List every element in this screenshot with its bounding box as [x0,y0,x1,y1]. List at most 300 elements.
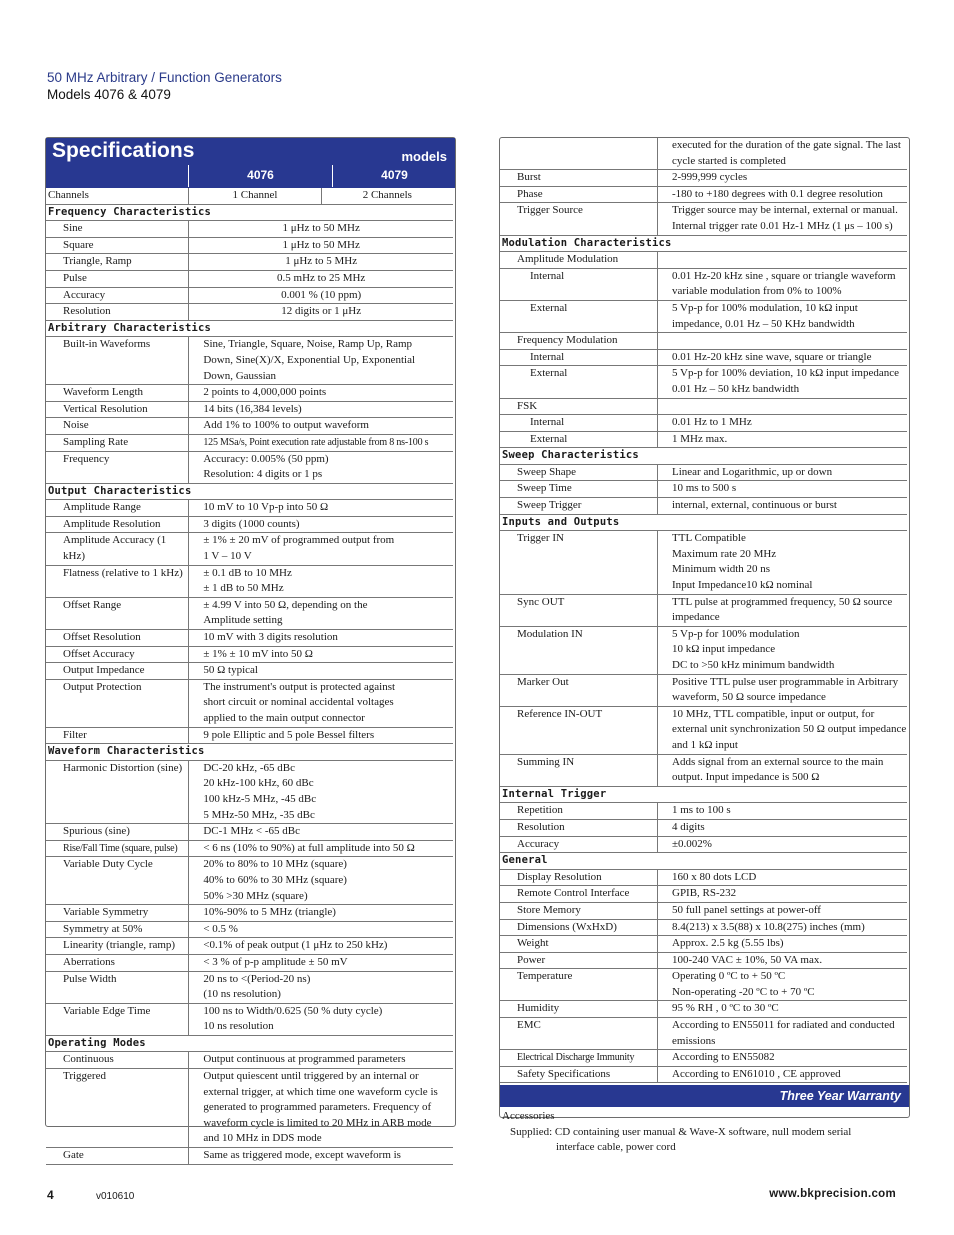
spec-label: Gate [46,1148,189,1165]
spec-value: 1 μHz to 5 MHz [189,254,453,271]
spec-row [500,349,907,366]
section-header [500,514,907,531]
spec-value-line: TTL pulse at programmed frequency, 50 Ω source [672,595,893,608]
spec-value: 14 bits (16,384 levels) [189,401,453,418]
spec-value-line: 10 MHz, TTL compatible, input or output, for [672,707,875,720]
spec-row [500,252,907,269]
spec-value [658,333,908,350]
spec-value-line: Output quiescent until triggered by an internal or [203,1070,419,1083]
section-header [500,235,907,252]
spec-value [189,565,453,597]
spec-value: 0.01 Hz-20 kHz sine wave, square or triangle [658,349,908,366]
spec-value [658,138,908,170]
spec-row [46,254,453,271]
section-title: Frequency Characteristics [46,204,453,221]
spec-value: Approx. 2.5 kg (5.55 lbs) [658,936,908,953]
spec-value: According to EN61010 , CE approved [658,1066,908,1083]
spec-value-line: impedance, 0.01 Hz – 50 KHz bandwidth [672,317,855,330]
spec-value [189,679,453,727]
spec-row [46,597,453,629]
spec-label: Sweep Time [500,481,658,498]
spec-label: Dimensions (WxHxD) [500,919,658,936]
spec-value: 0.5 mHz to 25 MHz [189,270,453,287]
section-title: Output Characteristics [46,483,453,500]
spec-value-line: output. Input impedance is 500 Ω [672,771,820,784]
spec-value-line: The instrument's output is protected against [203,680,396,693]
spec-value-line: external unit synchronization 50 Ω output impedance [672,723,907,736]
warranty-banner [500,1085,909,1107]
spec-label: Temperature [500,969,658,1001]
spec-value [658,531,908,594]
spec-row [500,819,907,836]
spec-row [500,366,907,398]
spec-value-line: Resolution: 4 digits or 1 ps [203,468,323,481]
spec-label: Humidity [500,1001,658,1018]
section-header [500,853,907,870]
spec-value-line: Non-operating -20 ºC to + 70 ºC [672,985,815,998]
spec-row [46,565,453,597]
spec-value-line: Minimum width 20 ns [672,563,771,576]
spec-label: Marker Out [500,674,658,706]
spec-value: 9 pole Elliptic and 5 pole Bessel filters [189,727,453,744]
spec-row [46,237,453,254]
spec-value-line: Accuracy: 0.005% (50 ppm) [203,452,329,465]
spec-value [189,337,453,385]
spec-label: Vertical Resolution [46,401,189,418]
spec-row [500,203,907,235]
spec-panel-left [45,137,456,1162]
header-models: Models 4076 & 4079 [47,87,171,102]
spec-value-line: Trigger source may be internal, external or manual. [672,204,898,217]
section-title: Inputs and Outputs [500,514,907,531]
spec-label: Resolution [46,304,189,321]
spec-label: Repetition [500,803,658,820]
spec-value-line: cycle started is completed [672,154,786,167]
spec-row [46,516,453,533]
spec-label: Phase [500,186,658,203]
spec-value: 10%-90% to 5 MHz (triangle) [189,905,453,922]
spec-label: Offset Range [46,597,189,629]
spec-row [46,971,453,1003]
spec-label [500,138,658,170]
spec-label: Spurious (sine) [46,824,189,841]
spec-label: Aberrations [46,954,189,971]
spec-row [46,418,453,435]
spec-row [500,626,907,674]
spec-value-line: 0.01 Hz – 50 kHz bandwidth [672,382,800,395]
spec-label: Continuous [46,1052,189,1069]
spec-value-line: 20 kHz-100 kHz, 60 dBc [203,777,314,790]
spec-value: According to EN55082 [658,1050,908,1067]
spec-value [658,969,908,1001]
spec-value: 4 digits [658,819,908,836]
spec-label: Store Memory [500,902,658,919]
spec-row [46,679,453,727]
spec-label: Amplitude Resolution [46,516,189,533]
spec-label: Trigger IN [500,531,658,594]
spec-label: Output Protection [46,679,189,727]
spec-value: < 6 ns (10% to 90%) at full amplitude into 50 Ω [189,840,453,857]
spec-value-line: TTL Compatible [672,532,746,545]
spec-row [500,415,907,432]
spec-value: 95 % RH , 0 ºC to 30 ºC [658,1001,908,1018]
spec-value-line: Amplitude setting [203,614,283,627]
spec-label: Accuracy [500,836,658,853]
spec-row [500,531,907,594]
spec-label: Weight [500,936,658,953]
spec-label: Frequency [46,451,189,483]
spec-value: Output continuous at programmed parameters [189,1052,453,1069]
section-title: Arbitrary Characteristics [46,320,453,337]
spec-value [658,398,908,415]
spec-panel-right [499,137,910,1154]
spec-value: 0.01 Hz to 1 MHz [658,415,908,432]
spec-value [658,203,908,235]
spec-label: Electrical Discharge Immunity [500,1050,658,1067]
spec-value: < 0.5 % [189,921,453,938]
spec-label: External [500,300,658,332]
section-title: Modulation Characteristics [500,235,907,252]
spec-value-line: 10 ns resolution [203,1020,274,1033]
spec-label: Trigger Source [500,203,658,235]
spec-label: Offset Resolution [46,630,189,647]
spec-label: Modulation IN [500,626,658,674]
spec-value: 1 μHz to 50 MHz [189,237,453,254]
spec-row [46,857,453,905]
section-header [46,744,453,761]
spec-value: 1 ms to 100 s [658,803,908,820]
spec-value: 10 mV to 10 Vp-p into 50 Ω [189,500,453,517]
spec-value-line: Down, Gaussian [203,369,277,382]
spec-value: 0.001 % (10 ppm) [189,287,453,304]
spec-value: ± 1% ± 10 mV into 50 Ω [189,646,453,663]
spec-label: Flatness (relative to 1 kHz) [46,565,189,597]
header-subtitle: 50 MHz Arbitrary / Function Generators [47,70,282,85]
spec-row [500,431,907,448]
spec-row [46,221,453,238]
section-header [46,1035,453,1052]
spec-row [500,706,907,754]
spec-label: Channels [46,188,189,204]
spec-value-line: 20% to 80% to 10 MHz (square) [203,858,347,871]
spec-value [189,597,453,629]
spec-value: 100-240 VAC ± 10%, 50 VA max. [658,952,908,969]
spec-label: Triggered [46,1069,189,1148]
spec-label: Noise [46,418,189,435]
spec-value-line: DC-20 kHz, -65 dBc [203,761,295,774]
spec-label: Built-in Waveforms [46,337,189,385]
spec-label: Output Impedance [46,663,189,680]
spec-value [189,1003,453,1035]
spec-row [46,385,453,402]
spec-value-line: applied to the main output connector [203,712,365,724]
channels-row [46,188,453,204]
spec-value [189,857,453,905]
spec-row [500,969,907,1001]
spec-value-line: 5 Vp-p for 100% deviation, 10 kΩ input impedance [672,367,900,380]
spec-row [46,663,453,680]
spec-value: 1 μHz to 50 MHz [189,221,453,238]
spec-row [500,869,907,886]
spec-row [500,333,907,350]
spec-label: Sweep Trigger [500,498,658,515]
spec-value: internal, external, continuous or burst [658,498,908,515]
spec-row [46,954,453,971]
spec-value-line: Positive TTL pulse user programmable in Arbitrary [672,675,899,688]
spec-value [658,268,908,300]
spec-label: Remote Control Interface [500,886,658,903]
accessories [502,1109,851,1156]
spec-label: Summing IN [500,754,658,786]
section-header [500,448,907,465]
spec-row [500,138,907,170]
spec-row [46,1069,453,1148]
spec-row [500,170,907,187]
spec-value-line: waveform cycle is limited to 20 MHz in ARB mode [203,1116,432,1129]
spec-row [46,500,453,517]
spec-value-line: ± 1 dB to 50 MHz [203,582,284,595]
spec-row [46,533,453,565]
spec-label: Linearity (triangle, ramp) [46,938,189,955]
spec-row [46,401,453,418]
spec-value: 2-999,999 cycles [658,170,908,187]
section-title: General [500,853,907,870]
spec-label: Sine [46,221,189,238]
section-title: Sweep Characteristics [500,448,907,465]
spec-row [500,594,907,626]
spec-row [500,936,907,953]
model-4076-header: 4076 [188,165,332,187]
spec-label: Offset Accuracy [46,646,189,663]
spec-row [500,268,907,300]
spec-label: Rise/Fall Time (square, pulse) [46,840,189,857]
spec-value: 3 digits (1000 counts) [189,516,453,533]
spec-value-line: 100 ns to Width/0.625 (50 % duty cycle) [203,1004,383,1017]
spec-value [658,300,908,332]
spec-value-line: 5 Vp-p for 100% modulation [672,627,800,640]
spec-value-line: and 1 kΩ input [672,738,738,751]
spec-title: Specifications [52,139,195,162]
spec-label: Pulse [46,270,189,287]
spec-row [500,186,907,203]
spec-row [46,824,453,841]
spec-label: Power [500,952,658,969]
spec-value-line: 40% to 60% to 30 MHz (square) [203,873,347,886]
spec-label: Variable Edge Time [46,1003,189,1035]
spec-value [189,1069,453,1148]
spec-value-line: 100 kHz-5 MHz, -45 dBc [203,792,317,805]
spec-value-line: 10 kΩ input impedance [672,643,776,656]
spec-label: Pulse Width [46,971,189,1003]
spec-value-line: According to EN55011 for radiated and conducted [672,1019,895,1032]
spec-value [658,1018,908,1050]
spec-value: Add 1% to 100% to output waveform [189,418,453,435]
spec-row [500,1018,907,1050]
spec-value: 50 Ω typical [189,663,453,680]
spec-table-right [500,138,907,1083]
spec-row [500,1066,907,1083]
spec-row [46,630,453,647]
spec-label: External [500,431,658,448]
spec-value-line: Maximum rate 20 MHz [672,547,777,560]
spec-row [500,398,907,415]
warranty-text: Three Year Warranty [779,1089,901,1103]
spec-row [500,498,907,515]
spec-value: DC-1 MHz < -65 dBc [189,824,453,841]
spec-label: Amplitude Accuracy (1 kHz) [46,533,189,565]
spec-label: Amplitude Modulation [500,252,658,269]
spec-label: External [500,366,658,398]
spec-value: GPIB, RS-232 [658,886,908,903]
spec-label: Resolution [500,819,658,836]
spec-row [500,1001,907,1018]
spec-value-line: generated to programmed parameters. Frequency of [203,1101,432,1114]
spec-label: Sampling Rate [46,434,189,451]
spec-value: 12 digits or 1 μHz [189,304,453,321]
spec-row [500,674,907,706]
spec-row [500,902,907,919]
spec-value-line: Input Impedance10 kΩ nominal [672,579,813,592]
spec-row [46,337,453,385]
spec-value: 125 MSa/s, Point execution rate adjustable from 8 ns-100 s [189,434,453,451]
spec-value-line: Internal trigger rate 0.01 Hz-1 MHz (1 μs – 100 s) [672,219,893,232]
spec-label: Burst [500,170,658,187]
section-header [500,786,907,803]
spec-value: 10 ms to 500 s [658,481,908,498]
spec-value: -180 to +180 degrees with 0.1 degree resolution [658,186,908,203]
spec-value-line: ± 0.1 dB to 10 MHz [203,566,292,579]
spec-value: ±0.002% [658,836,908,853]
spec-row [46,451,453,483]
spec-label: Symmetry at 50% [46,921,189,938]
channels-4076: 1 Channel [189,188,321,204]
page-number: 4 [47,1188,54,1202]
spec-row [46,270,453,287]
spec-row [46,287,453,304]
spec-value [189,971,453,1003]
spec-value [658,252,908,269]
spec-label: FSK [500,398,658,415]
spec-value: 10 mV with 3 digits resolution [189,630,453,647]
spec-label: Display Resolution [500,869,658,886]
spec-value-line: Operating 0 ºC to + 50 ºC [672,970,786,983]
spec-label: Accuracy [46,287,189,304]
spec-label: Internal [500,268,658,300]
spec-value-line: 1 V – 10 V [203,550,252,563]
spec-value-line: short circuit or nominal accidental voltages [203,696,394,709]
section-title: Internal Trigger [500,786,907,803]
spec-row [46,760,453,823]
spec-row [500,803,907,820]
spec-value-line: variable modulation from 0% to 100% [672,285,842,298]
version-code: v010610 [96,1191,135,1202]
spec-value-line: ± 1% ± 20 mV of programmed output from [203,534,395,547]
section-header [46,204,453,221]
spec-value: 160 x 80 dots LCD [658,869,908,886]
spec-label: Sync OUT [500,594,658,626]
spec-value [189,533,453,565]
accessories-label: Accessories [502,1110,555,1122]
spec-value [658,706,908,754]
spec-value: 1 MHz max. [658,431,908,448]
spec-value-line: Down, Sine(X)/X, Exponential Up, Exponential [203,353,416,366]
spec-row [500,464,907,481]
spec-value-line: 20 ns to <(Period-20 ns) [203,972,311,985]
spec-value-line: emissions [672,1034,716,1047]
spec-label: EMC [500,1018,658,1050]
spec-value [658,754,908,786]
spec-label: Sweep Shape [500,464,658,481]
spec-value-line: external trigger, at which time one waveform cycle is [203,1085,438,1098]
spec-label: Reference IN-OUT [500,706,658,754]
spec-row [46,727,453,744]
model-4079-header: 4079 [332,165,456,187]
spec-row [46,434,453,451]
spec-label: Frequency Modulation [500,333,658,350]
spec-label: Square [46,237,189,254]
spec-value-line: (10 ns resolution) [203,988,281,1001]
spec-row [46,1148,453,1165]
spec-value [658,626,908,674]
spec-value [658,594,908,626]
spec-value-line: 5 Vp-p for 100% modulation, 10 kΩ input [672,301,858,314]
spec-value-line: Sine, Triangle, Square, Noise, Ramp Up, Ramp [203,338,413,351]
website-url: www.bkprecision.com [769,1188,896,1200]
spec-row [500,481,907,498]
spec-value-line: and 10 MHz in DDS mode [203,1132,322,1145]
spec-value-line: DC to >50 kHz minimum bandwidth [672,659,835,671]
spec-row [500,300,907,332]
spec-label: Variable Duty Cycle [46,857,189,905]
spec-table-left [46,188,453,1165]
spec-value-line: Adds signal from an external source to the main [672,755,884,768]
spec-value [658,674,908,706]
models-label: models [401,149,447,164]
spec-value: 8.4(213) x 3.5(88) x 10.8(275) inches (mm) [658,919,908,936]
spec-label: Waveform Length [46,385,189,402]
spec-row [500,754,907,786]
section-header [46,320,453,337]
section-title: Waveform Characteristics [46,744,453,761]
spec-value: <0.1% of peak output (1 μHz to 250 kHz) [189,938,453,955]
spec-value: < 3 % of p-p amplitude ± 50 mV [189,954,453,971]
spec-row [46,905,453,922]
spec-value: Linear and Logarithmic, up or down [658,464,908,481]
spec-row [500,1050,907,1067]
spec-label: Triangle, Ramp [46,254,189,271]
accessories-line2: interface cable, power cord [556,1141,676,1154]
spec-value-line: executed for the duration of the gate signal. The last [672,139,901,151]
spec-row [500,886,907,903]
spec-row [46,840,453,857]
spec-value-line: waveform, 50 Ω source impedance [672,691,826,704]
spec-label: Safety Specifications [500,1066,658,1083]
spec-value: 50 full panel settings at power-off [658,902,908,919]
spec-row [46,646,453,663]
spec-value-line: 50% >30 MHz (square) [203,889,308,902]
spec-label: Variable Symmetry [46,905,189,922]
spec-label: Harmonic Distortion (sine) [46,760,189,823]
spec-value: Same as triggered mode, except waveform is [189,1148,453,1165]
spec-value [189,451,453,483]
spec-row [46,304,453,321]
spec-label: Internal [500,415,658,432]
spec-value-line: ± 4.99 V into 50 Ω, depending on the [203,598,368,611]
spec-row [46,1052,453,1069]
spec-value: 2 points to 4,000,000 points [189,385,453,402]
spec-row [46,921,453,938]
spec-label: Amplitude Range [46,500,189,517]
